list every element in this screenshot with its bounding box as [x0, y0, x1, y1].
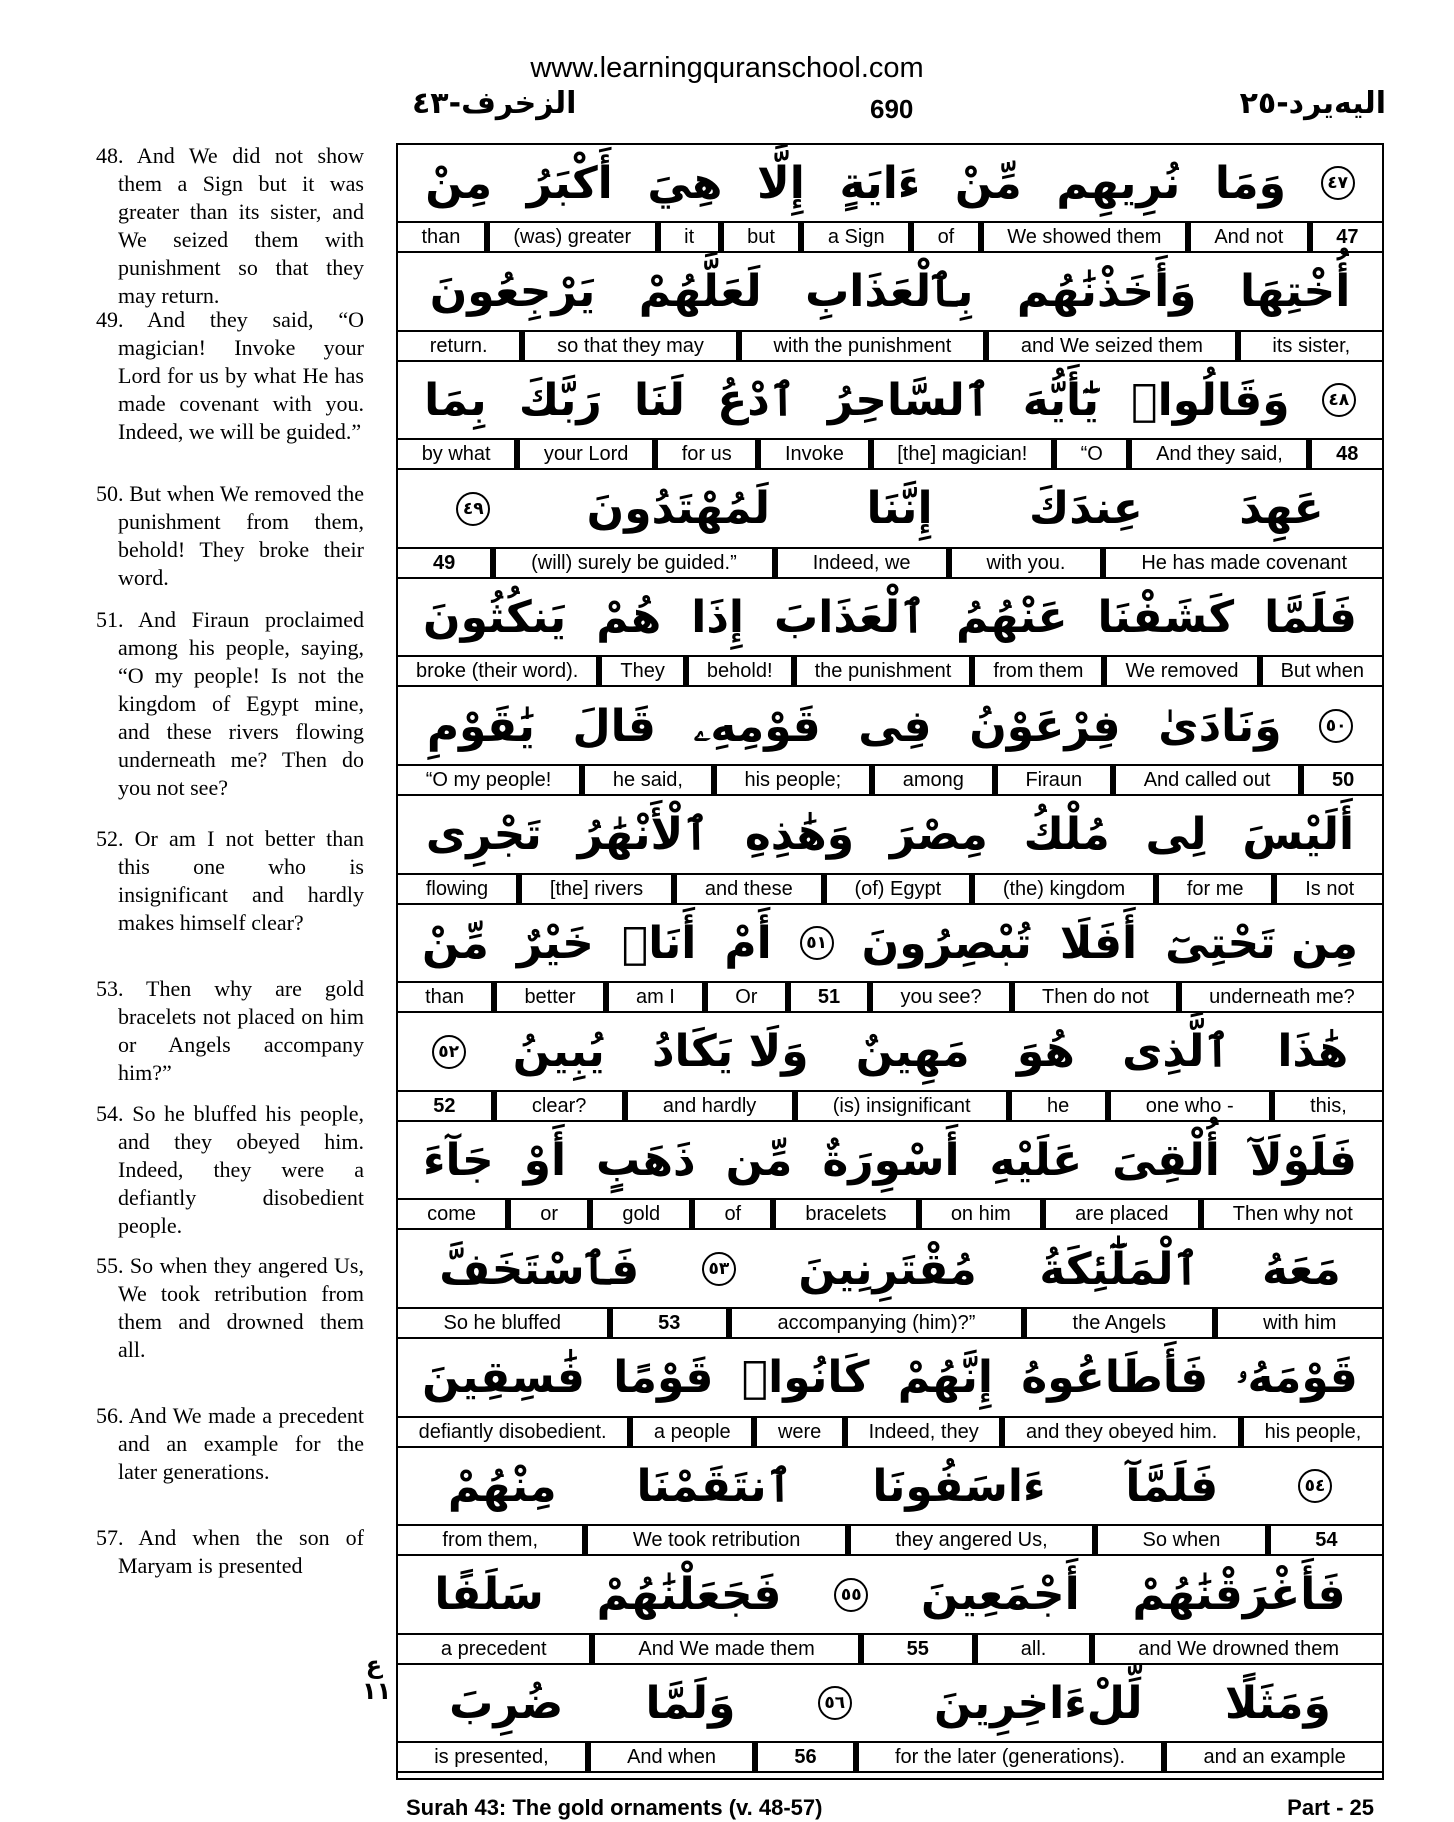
translation-text: 52. Or am I not better than this one who is insignificant and hardly makes himself clear? — [96, 826, 364, 935]
verse-number-cell: 50 — [1304, 766, 1382, 794]
arabic-word: مُقْتَرِنِينَ — [798, 1243, 977, 1295]
english-word-cell: your Lord — [520, 440, 652, 468]
arabic-line — [398, 688, 1382, 766]
ayah-number-marker: ٤٧ — [1321, 166, 1355, 200]
english-word-cell: this, — [1275, 1092, 1382, 1120]
english-word-cell: defiantly disobedient. — [398, 1418, 627, 1446]
english-word-cell: [the] rivers — [522, 875, 671, 903]
arabic-word: كَانُوا۟ — [741, 1352, 870, 1404]
english-word-cell: Then why not — [1204, 1200, 1382, 1228]
translation-text: 57. And when the son of Maryam is presented — [96, 1525, 364, 1578]
english-word-cell: of — [914, 223, 978, 251]
english-word-cell: and they obeyed him. — [1005, 1418, 1238, 1446]
english-word-cell: and an example — [1167, 1743, 1382, 1771]
english-word-cell: you see? — [873, 983, 1009, 1011]
english-word-cell: but — [724, 223, 799, 251]
english-word-cell: for me — [1159, 875, 1271, 903]
translation-verse — [96, 1252, 364, 1364]
arabic-word: وَلَا يَكَادُ — [651, 1026, 809, 1078]
english-word-cell: so that they may — [525, 332, 735, 360]
english-line — [398, 440, 1382, 470]
english-word-cell: come — [398, 1200, 505, 1228]
arabic-word: أَوْ — [523, 1134, 567, 1186]
english-line — [398, 1743, 1382, 1773]
english-word-cell: clear? — [497, 1092, 622, 1120]
translation-text: 48. And We did not show them a Sign but it was greater than its sister, and We seized them with punishment so that they may return. — [96, 143, 364, 308]
ayah-number-marker: ٥٤ — [1298, 1469, 1332, 1503]
english-word-cell: all. — [978, 1635, 1089, 1663]
arabic-word: فَأَطَاعُوهُ — [1021, 1352, 1209, 1404]
english-line — [398, 332, 1382, 362]
verse-number-cell: 47 — [1313, 223, 1382, 251]
arabic-line — [398, 254, 1382, 332]
arabic-word: هُوَ — [1016, 1026, 1075, 1078]
arabic-word: قَوْمًا — [613, 1352, 714, 1404]
verse-number-cell: 55 — [864, 1635, 972, 1663]
english-word-cell: behold! — [689, 657, 791, 685]
translation-text: 50. But when We removed the punishment from them, behold! They broke their word. — [96, 481, 364, 590]
english-line — [398, 1418, 1382, 1448]
arabic-word: مَهِينٌ — [855, 1026, 970, 1078]
arabic-word: مِّنْ — [421, 917, 489, 969]
english-word-cell: We showed them — [984, 223, 1185, 251]
english-word-cell: (the) kingdom — [975, 875, 1153, 903]
arabic-word: وَأَخَذْنَٰهُم — [1016, 266, 1197, 318]
arabic-line — [398, 579, 1382, 657]
english-word-cell: “O — [1057, 440, 1127, 468]
arabic-word: ٱلسَّاحِرُ — [827, 374, 991, 426]
translation-verse — [96, 975, 364, 1087]
arabic-word: كَشَفْنَا — [1097, 591, 1235, 643]
english-word-cell: He has made covenant — [1106, 549, 1382, 577]
english-word-cell: and We drowned them — [1095, 1635, 1382, 1663]
verse-number-cell: 53 — [613, 1309, 726, 1337]
english-word-cell: (was) greater — [490, 223, 655, 251]
arabic-word: هِيَ — [647, 157, 723, 209]
english-line — [398, 1309, 1382, 1339]
arabic-word: بِمَا — [424, 374, 487, 426]
english-word-cell: And We made them — [595, 1635, 857, 1663]
ayah-number-marker: ٤٩ — [456, 492, 490, 526]
arabic-word: وَهَٰذِهِ — [744, 809, 855, 861]
ayah-number-marker: ٥١ — [800, 926, 834, 960]
english-word-cell: than — [398, 223, 484, 251]
translation-verse — [96, 606, 364, 802]
english-line — [398, 875, 1382, 905]
arabic-line — [398, 1448, 1382, 1526]
arabic-word: وَمَا — [1214, 157, 1287, 209]
english-word-cell: And not — [1191, 223, 1307, 251]
english-line — [398, 766, 1382, 796]
arabic-word: خَيْرٌ — [516, 917, 594, 969]
arabic-word: يَنكُثُونَ — [423, 591, 567, 643]
arabic-word: وَمَثَلًا — [1224, 1677, 1331, 1729]
verse-number-cell: 54 — [1271, 1526, 1382, 1554]
translation-verse — [96, 825, 364, 937]
english-word-cell: than — [398, 983, 491, 1011]
arabic-word: ٱلْعَذَابَ — [774, 591, 926, 643]
english-word-cell: a precedent — [398, 1635, 590, 1663]
arabic-line — [398, 905, 1382, 983]
arabic-word: هَٰذَا — [1277, 1026, 1349, 1078]
english-word-cell: or — [511, 1200, 587, 1228]
verse-number-cell: 56 — [758, 1743, 853, 1771]
arabic-word: مِنْ — [425, 157, 493, 209]
english-word-cell: (will) surely be guided.” — [496, 549, 772, 577]
arabic-word: يَرْجِعُونَ — [429, 266, 596, 318]
arabic-word: مِنْهُمْ — [447, 1460, 557, 1512]
arabic-word: ذَهَبٍ — [595, 1134, 696, 1186]
english-word-cell: bracelets — [776, 1200, 915, 1228]
arabic-line — [398, 471, 1382, 549]
english-word-cell: [the] magician! — [874, 440, 1051, 468]
english-word-cell: for the later (generations). — [859, 1743, 1161, 1771]
arabic-line — [398, 797, 1382, 875]
arabic-line — [398, 1340, 1382, 1418]
arabic-word: ضُرِبَ — [449, 1677, 564, 1729]
arabic-word: يُبِينُ — [512, 1026, 605, 1078]
arabic-word: لِّلْءَاخِرِينَ — [933, 1677, 1143, 1729]
english-word-cell: Invoke — [761, 440, 867, 468]
english-word-cell: he said, — [585, 766, 711, 794]
arabic-word: عِندَكَ — [1028, 483, 1143, 535]
arabic-word: ءَايَةٍ — [839, 157, 921, 209]
arabic-word: إِنَّهُمْ — [897, 1352, 993, 1404]
arabic-word: جَآءَ — [422, 1134, 494, 1186]
english-line — [398, 657, 1382, 687]
english-word-cell: So he bluffed — [398, 1309, 607, 1337]
english-word-cell: is presented, — [398, 1743, 585, 1771]
arabic-line — [398, 1557, 1382, 1635]
english-word-cell: So when — [1098, 1526, 1265, 1554]
english-word-cell: And when — [591, 1743, 752, 1771]
english-word-cell: We took retribution — [588, 1526, 844, 1554]
arabic-word: مِن تَحْتِىٓ — [1165, 917, 1358, 969]
arabic-word: ٱلَّذِى — [1122, 1026, 1231, 1078]
english-word-cell: on him — [922, 1200, 1040, 1228]
arabic-word: عَلَيْهِ — [989, 1134, 1083, 1186]
arabic-word: أُلْقِىَ — [1112, 1134, 1220, 1186]
translation-verse — [96, 480, 364, 592]
arabic-word: سَلَفًا — [434, 1569, 544, 1621]
word-by-word-grid — [396, 143, 1384, 1780]
english-word-cell: Indeed, they — [848, 1418, 999, 1446]
arabic-word: فَلَمَّا — [1264, 591, 1357, 643]
translation-verse — [96, 1524, 364, 1580]
arabic-line — [398, 145, 1382, 223]
english-word-cell: from them — [975, 657, 1101, 685]
translation-text: 53. Then why are gold bracelets not placed on him or Angels accompany him?” — [96, 976, 364, 1085]
english-line — [398, 983, 1382, 1013]
english-word-cell: with him — [1218, 1309, 1382, 1337]
english-word-cell: But when — [1263, 657, 1382, 685]
arabic-word: تُبْصِرُونَ — [861, 917, 1032, 969]
arabic-line — [398, 1665, 1382, 1743]
arabic-word: إِنَّنَا — [866, 483, 933, 535]
site-url[interactable]: www.learningquranschool.com — [530, 52, 924, 84]
translation-verse — [96, 1100, 364, 1240]
ayah-number-marker: ٥٠ — [1319, 709, 1353, 743]
english-word-cell: and We seized them — [989, 332, 1235, 360]
english-word-cell: We removed — [1107, 657, 1256, 685]
english-word-cell: And called out — [1116, 766, 1298, 794]
english-word-cell: the Angels — [1027, 1309, 1212, 1337]
english-word-cell: flowing — [398, 875, 516, 903]
arabic-word: وَلَمَّا — [645, 1677, 736, 1729]
translation-text: 56. And We made a precedent and an example for the later generations. — [96, 1403, 364, 1484]
arabic-word: فَٰسِقِينَ — [422, 1352, 585, 1404]
translation-verse — [96, 306, 364, 446]
english-line — [398, 1092, 1382, 1122]
english-line — [398, 223, 1382, 253]
english-word-cell: one who - — [1111, 1092, 1269, 1120]
arabic-word: فَأَغْرَقْنَٰهُمْ — [1132, 1569, 1346, 1621]
arabic-word: لِى — [1145, 809, 1207, 861]
arabic-word: هُمْ — [596, 591, 662, 643]
ayah-number-marker: ٥٢ — [432, 1035, 466, 1069]
english-word-cell: (is) insignificant — [798, 1092, 1006, 1120]
arabic-word: لَعَلَّهُمْ — [638, 266, 762, 318]
english-word-cell: Is not — [1277, 875, 1382, 903]
arabic-word: أُخْتِهَا — [1239, 266, 1351, 318]
english-word-cell: it — [661, 223, 718, 251]
arabic-word: قَوْمِهِۦ — [693, 700, 821, 752]
translation-text: 55. So when they angered Us, We took retribution from them and drowned them all. — [96, 1253, 364, 1362]
arabic-word: يَٰقَوْمِ — [426, 700, 535, 752]
translation-verse — [96, 1402, 364, 1486]
ruku-marker: ع ١١ — [362, 1651, 392, 1705]
arabic-word: نُرِيهِم — [1056, 157, 1181, 209]
arabic-word: ٱلْمَلَٰٓئِكَةُ — [1039, 1243, 1200, 1295]
arabic-word: إِلَّا — [757, 157, 805, 209]
arabic-word: ٱلْأَنْهَٰرُ — [577, 809, 710, 861]
verse-number-cell: 49 — [398, 549, 490, 577]
english-word-cell: his people, — [1244, 1418, 1382, 1446]
arabic-word: أَسْوِرَةٌ — [822, 1134, 960, 1186]
arabic-word: ٱنتَقَمْنَا — [636, 1460, 793, 1512]
arabic-word: مُلْكُ — [1023, 809, 1110, 861]
arabic-line — [398, 362, 1382, 440]
arabic-word: أَنَا۠ — [621, 917, 697, 969]
arabic-word: أَفَلَا — [1059, 917, 1138, 969]
arabic-word: فَلَوْلَآ — [1249, 1134, 1357, 1186]
english-word-cell: better — [497, 983, 603, 1011]
arabic-word: أَكْبَرُ — [526, 157, 613, 209]
arabic-word: فَلَمَّآ — [1125, 1460, 1219, 1512]
english-word-cell: (of) Egypt — [827, 875, 969, 903]
arabic-word: فِرْعَوْنُ — [969, 700, 1121, 752]
arabic-word: أَمْ — [724, 917, 772, 969]
english-word-cell: Firaun — [998, 766, 1110, 794]
arabic-word: فِى — [858, 700, 932, 752]
arabic-word: قَوْمَهُۥ — [1236, 1352, 1358, 1404]
arabic-word: أَجْمَعِينَ — [921, 1569, 1080, 1621]
english-word-cell: are placed — [1046, 1200, 1198, 1228]
english-word-cell: by what — [398, 440, 514, 468]
english-word-cell: “O my people! — [398, 766, 579, 794]
translation-text: 49. And they said, “O magician! Invoke your Lord for us by what He has made covenant with you. Indeed, we will be guided.” — [96, 307, 364, 444]
english-word-cell: of — [695, 1200, 770, 1228]
arabic-line — [398, 1231, 1382, 1309]
english-word-cell: Then do not — [1015, 983, 1176, 1011]
english-word-cell: underneath me? — [1182, 983, 1382, 1011]
arabic-word: ءَاسَفُونَا — [872, 1460, 1046, 1512]
translation-text: 51. And Firaun proclaimed among his people, saying, “O my people! Is not the kingdom of Egypt mine, and these rivers flowing underneath me? Then do you not see? — [96, 607, 364, 800]
arabic-word: تَجْرِى — [425, 809, 542, 861]
english-word-cell: his people; — [717, 766, 869, 794]
english-word-cell: am I — [609, 983, 702, 1011]
footer-surah-title: Surah 43: The gold ornaments (v. 48-57) — [406, 1795, 823, 1820]
translation-verse — [96, 142, 364, 310]
arabic-line — [398, 1014, 1382, 1092]
english-word-cell: he — [1012, 1092, 1105, 1120]
verse-number-cell: 52 — [398, 1092, 491, 1120]
surah-header-label: الزخرف-٤٣ — [412, 86, 577, 121]
english-word-cell: and hardly — [628, 1092, 792, 1120]
english-line — [398, 549, 1382, 579]
english-word-cell: And they said, — [1132, 440, 1306, 468]
footer-part: Part - 25 — [1287, 1795, 1374, 1820]
arabic-word: وَنَادَىٰ — [1158, 700, 1282, 752]
arabic-word: فَٱسْتَخَفَّ — [439, 1243, 640, 1295]
verse-number-cell: 48 — [1312, 440, 1382, 468]
arabic-word: مِصْرَ — [889, 809, 988, 861]
arabic-word: لَمُهْتَدُونَ — [586, 483, 771, 535]
english-word-cell: with the punishment — [742, 332, 983, 360]
arabic-word: رَبَّكَ — [518, 374, 602, 426]
verse-number-cell: 51 — [791, 983, 868, 1011]
english-word-cell: broke (their word). — [398, 657, 596, 685]
arabic-word: مِّنْ — [954, 157, 1022, 209]
arabic-word: إِذَا — [691, 591, 745, 643]
english-word-cell: among — [875, 766, 992, 794]
arabic-word: لَنَا — [633, 374, 685, 426]
arabic-word: قَالَ — [572, 700, 656, 752]
english-word-cell: Indeed, we — [778, 549, 946, 577]
english-word-cell: a people — [633, 1418, 751, 1446]
english-word-cell: for us — [658, 440, 755, 468]
translation-text: 54. So he bluffed his people, and they obeyed him. Indeed, they were a defiantly disobedient people. — [96, 1101, 364, 1238]
english-line — [398, 1526, 1382, 1556]
english-line — [398, 1200, 1382, 1230]
english-word-cell: were — [757, 1418, 842, 1446]
arabic-word: مَعَهُ — [1261, 1243, 1341, 1295]
ayah-number-marker: ٥٦ — [818, 1686, 852, 1720]
arabic-word: مِّن — [725, 1134, 793, 1186]
english-word-cell: they angered Us, — [851, 1526, 1092, 1554]
arabic-word: يَٰٓأَيُّهَ — [1022, 374, 1100, 426]
arabic-word: فَجَعَلْنَٰهُمْ — [596, 1569, 782, 1621]
arabic-word: عَنْهُمُ — [955, 591, 1068, 643]
arabic-word: أَلَيْسَ — [1242, 809, 1355, 861]
english-word-cell: its sister, — [1241, 332, 1382, 360]
english-word-cell: from them, — [398, 1526, 582, 1554]
part-header-label: اليه‌يرد-٢٥ — [1239, 86, 1386, 121]
ayah-number-marker: ٥٥ — [834, 1578, 868, 1612]
ayah-number-marker: ٥٣ — [702, 1252, 736, 1286]
english-word-cell: with you. — [952, 549, 1101, 577]
english-word-cell: and these — [677, 875, 821, 903]
english-word-cell: the punishment — [797, 657, 970, 685]
arabic-line — [398, 1122, 1382, 1200]
english-word-cell: a Sign — [804, 223, 908, 251]
english-word-cell: Or — [708, 983, 785, 1011]
english-line — [398, 1635, 1382, 1665]
ayah-number-marker: ٤٨ — [1322, 383, 1356, 417]
english-word-cell: gold — [593, 1200, 689, 1228]
english-word-cell: return. — [398, 332, 519, 360]
arabic-word: ٱدْعُ — [717, 374, 796, 426]
arabic-word: عَهِدَ — [1239, 483, 1324, 535]
english-word-cell: accompanying (him)?” — [732, 1309, 1021, 1337]
arabic-word: بِٱلْعَذَابِ — [805, 266, 974, 318]
page-number-text: 690 — [870, 94, 914, 124]
arabic-word: وَقَالُوا۟ — [1131, 374, 1290, 426]
english-word-cell: They — [602, 657, 683, 685]
